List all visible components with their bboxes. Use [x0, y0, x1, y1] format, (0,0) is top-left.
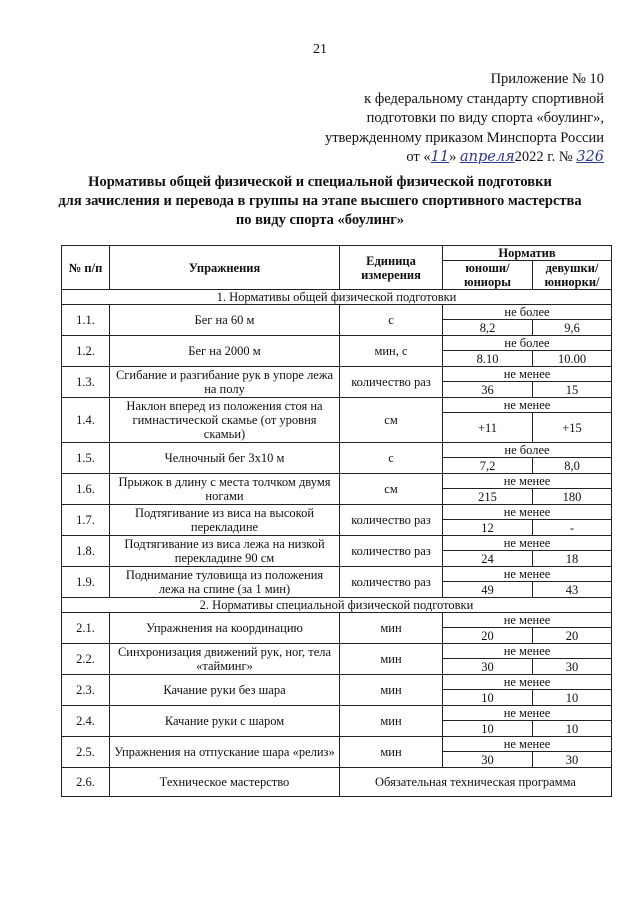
row-girls-value: 10 [533, 721, 612, 737]
row-number: 1.3. [62, 367, 110, 398]
appendix-line-2: к федеральному стандарту спортивной [364, 90, 604, 107]
table-row [62, 305, 612, 320]
table-row [62, 536, 612, 551]
header-unit: Единица измерения [340, 246, 443, 290]
row-number: 1.4. [62, 398, 110, 443]
row-condition: не менее [443, 474, 612, 489]
row-boys-value: 30 [443, 659, 533, 675]
title-line-1: Нормативы общей физической и специальной физической подготовки [88, 174, 552, 190]
row-condition: не менее [443, 675, 612, 690]
header-boys: юноши/ юниоры [443, 261, 533, 290]
table-header-row [62, 246, 612, 261]
row-exercise: Бег на 60 м [110, 305, 340, 336]
row-girls-value: 18 [533, 551, 612, 567]
row-boys-value: 7,2 [443, 458, 533, 474]
row-exercise: Сгибание и разгибание рук в упоре лежа на полу [110, 367, 340, 398]
document-title [40, 173, 600, 230]
row-unit: с [340, 305, 443, 336]
row-boys-value: 24 [443, 551, 533, 567]
table-row [62, 367, 612, 382]
header-girls: девушки/ юниорки/ [533, 261, 612, 290]
row-unit: мин [340, 675, 443, 706]
row-boys-value: 215 [443, 489, 533, 505]
row-unit: мин [340, 613, 443, 644]
row-boys-value: 20 [443, 628, 533, 644]
row-unit: мин [340, 706, 443, 737]
row-condition: не менее [443, 737, 612, 752]
table-row [62, 567, 612, 582]
row-condition: не менее [443, 644, 612, 659]
row-condition: не менее [443, 567, 612, 582]
row-exercise: Синхронизация движений рук, ног, тела «тайминг» [110, 644, 340, 675]
row-exercise: Качание руки с шаром [110, 706, 340, 737]
table-row [62, 737, 612, 752]
row-condition: не более [443, 336, 612, 351]
row-exercise: Челночный бег 3x10 м [110, 443, 340, 474]
table-row [62, 768, 612, 797]
row-girls-value: 10.00 [533, 351, 612, 367]
section-special [62, 598, 612, 613]
table-row [62, 675, 612, 690]
appendix-line-3: подготовки по виду спорта «боулинг», [366, 110, 604, 126]
row-number: 1.8. [62, 536, 110, 567]
row-boys-value: 8,2 [443, 320, 533, 336]
row-girls-value: 9,6 [533, 320, 612, 336]
row-boys-value: +11 [443, 413, 533, 443]
header-norm: Норматив [443, 246, 612, 261]
row-unit: см [340, 398, 443, 443]
row-unit: количество раз [340, 367, 443, 398]
appendix-line-1: Приложение № 10 [490, 71, 604, 87]
table-row [62, 505, 612, 520]
row-unit: см [340, 474, 443, 505]
row-unit: количество раз [340, 567, 443, 598]
table-row [62, 474, 612, 489]
row-number: 2.6. [62, 768, 110, 797]
row-number: 2.1. [62, 613, 110, 644]
row-unit: мин [340, 644, 443, 675]
row-condition: не менее [443, 505, 612, 520]
section-general [62, 290, 612, 305]
row-condition: не менее [443, 398, 612, 413]
row-exercise: Поднимание туловища из положения лежа на спине (за 1 мин) [110, 567, 340, 598]
row-number: 1.6. [62, 474, 110, 505]
table-row [62, 398, 612, 413]
row-exercise: Наклон вперед из положения стоя на гимнастической скамье (от уровня скамьи) [110, 398, 340, 443]
row-boys-value: 49 [443, 582, 533, 598]
order-number: 326 [576, 149, 604, 165]
row-exercise: Прыжок в длину с места толчком двумя ногами [110, 474, 340, 505]
row-exercise: Подтягивание из виса лежа на низкой перекладине 90 см [110, 536, 340, 567]
table-row [62, 644, 612, 659]
appendix-date-line [304, 148, 604, 168]
norms-table [61, 245, 612, 797]
title-line-3: по виду спорта «боулинг» [235, 212, 405, 228]
row-girls-value: 10 [533, 690, 612, 706]
table-row [62, 706, 612, 721]
date-year: 2022 г. № [514, 149, 577, 165]
row-condition: не более [443, 305, 612, 320]
appendix-line-4: утвержденному приказом Минспорта России [324, 129, 604, 146]
row-condition: не более [443, 443, 612, 458]
row-number: 1.5. [62, 443, 110, 474]
row-exercise: Техническое мастерство [110, 768, 340, 797]
row-girls-value: 30 [533, 752, 612, 768]
row-exercise: Упражнения на координацию [110, 613, 340, 644]
row-exercise: Упражнения на отпускание шара «релиз» [110, 737, 340, 768]
row-number: 2.4. [62, 706, 110, 737]
row-number: 2.3. [62, 675, 110, 706]
section-general-title: 1. Нормативы общей физической подготовки [62, 290, 612, 305]
row-girls-value: 43 [533, 582, 612, 598]
row-boys-value: 8.10 [443, 351, 533, 367]
row-girls-value: 30 [533, 659, 612, 675]
row-number: 2.2. [62, 644, 110, 675]
row-exercise: Бег на 2000 м [110, 336, 340, 367]
row-exercise: Качание руки без шара [110, 675, 340, 706]
row-condition: не менее [443, 367, 612, 382]
row-number: 2.5. [62, 737, 110, 768]
title-line-2: для зачисления и перевода в группы на этапе высшего спортивного мастерства [58, 193, 582, 209]
row-condition: не менее [443, 613, 612, 628]
table-row [62, 336, 612, 351]
table-row [62, 443, 612, 458]
row-unit: мин, с [340, 336, 443, 367]
row-exercise: Подтягивание из виса на высокой перекладине [110, 505, 340, 536]
header-num: № п/п [62, 246, 110, 290]
row-boys-value: 12 [443, 520, 533, 536]
row-boys-value: 10 [443, 690, 533, 706]
row-unit: мин [340, 737, 443, 768]
row-condition: не менее [443, 536, 612, 551]
section-special-title: 2. Нормативы специальной физической подготовки [62, 598, 612, 613]
date-prefix: от « [406, 149, 431, 165]
row-number: 1.2. [62, 336, 110, 367]
appendix-block [304, 70, 604, 168]
row-girls-value: 8,0 [533, 458, 612, 474]
row-condition: не менее [443, 706, 612, 721]
row-unit: количество раз [340, 505, 443, 536]
row-girls-value: 180 [533, 489, 612, 505]
row-norm-text: Обязательная техническая программа [340, 768, 612, 797]
row-unit: с [340, 443, 443, 474]
row-boys-value: 30 [443, 752, 533, 768]
row-number: 1.9. [62, 567, 110, 598]
table-row [62, 613, 612, 628]
row-girls-value: 20 [533, 628, 612, 644]
row-girls-value: - [533, 520, 612, 536]
date-mid: » [449, 149, 460, 165]
date-month: апреля [459, 149, 515, 165]
row-number: 1.7. [62, 505, 110, 536]
row-number: 1.1. [62, 305, 110, 336]
row-girls-value: 15 [533, 382, 612, 398]
date-day: 11 [430, 149, 450, 165]
row-girls-value: +15 [533, 413, 612, 443]
row-unit: количество раз [340, 536, 443, 567]
row-boys-value: 36 [443, 382, 533, 398]
row-boys-value: 10 [443, 721, 533, 737]
page-number: 21 [313, 42, 327, 57]
header-exercise: Упражнения [110, 246, 340, 290]
